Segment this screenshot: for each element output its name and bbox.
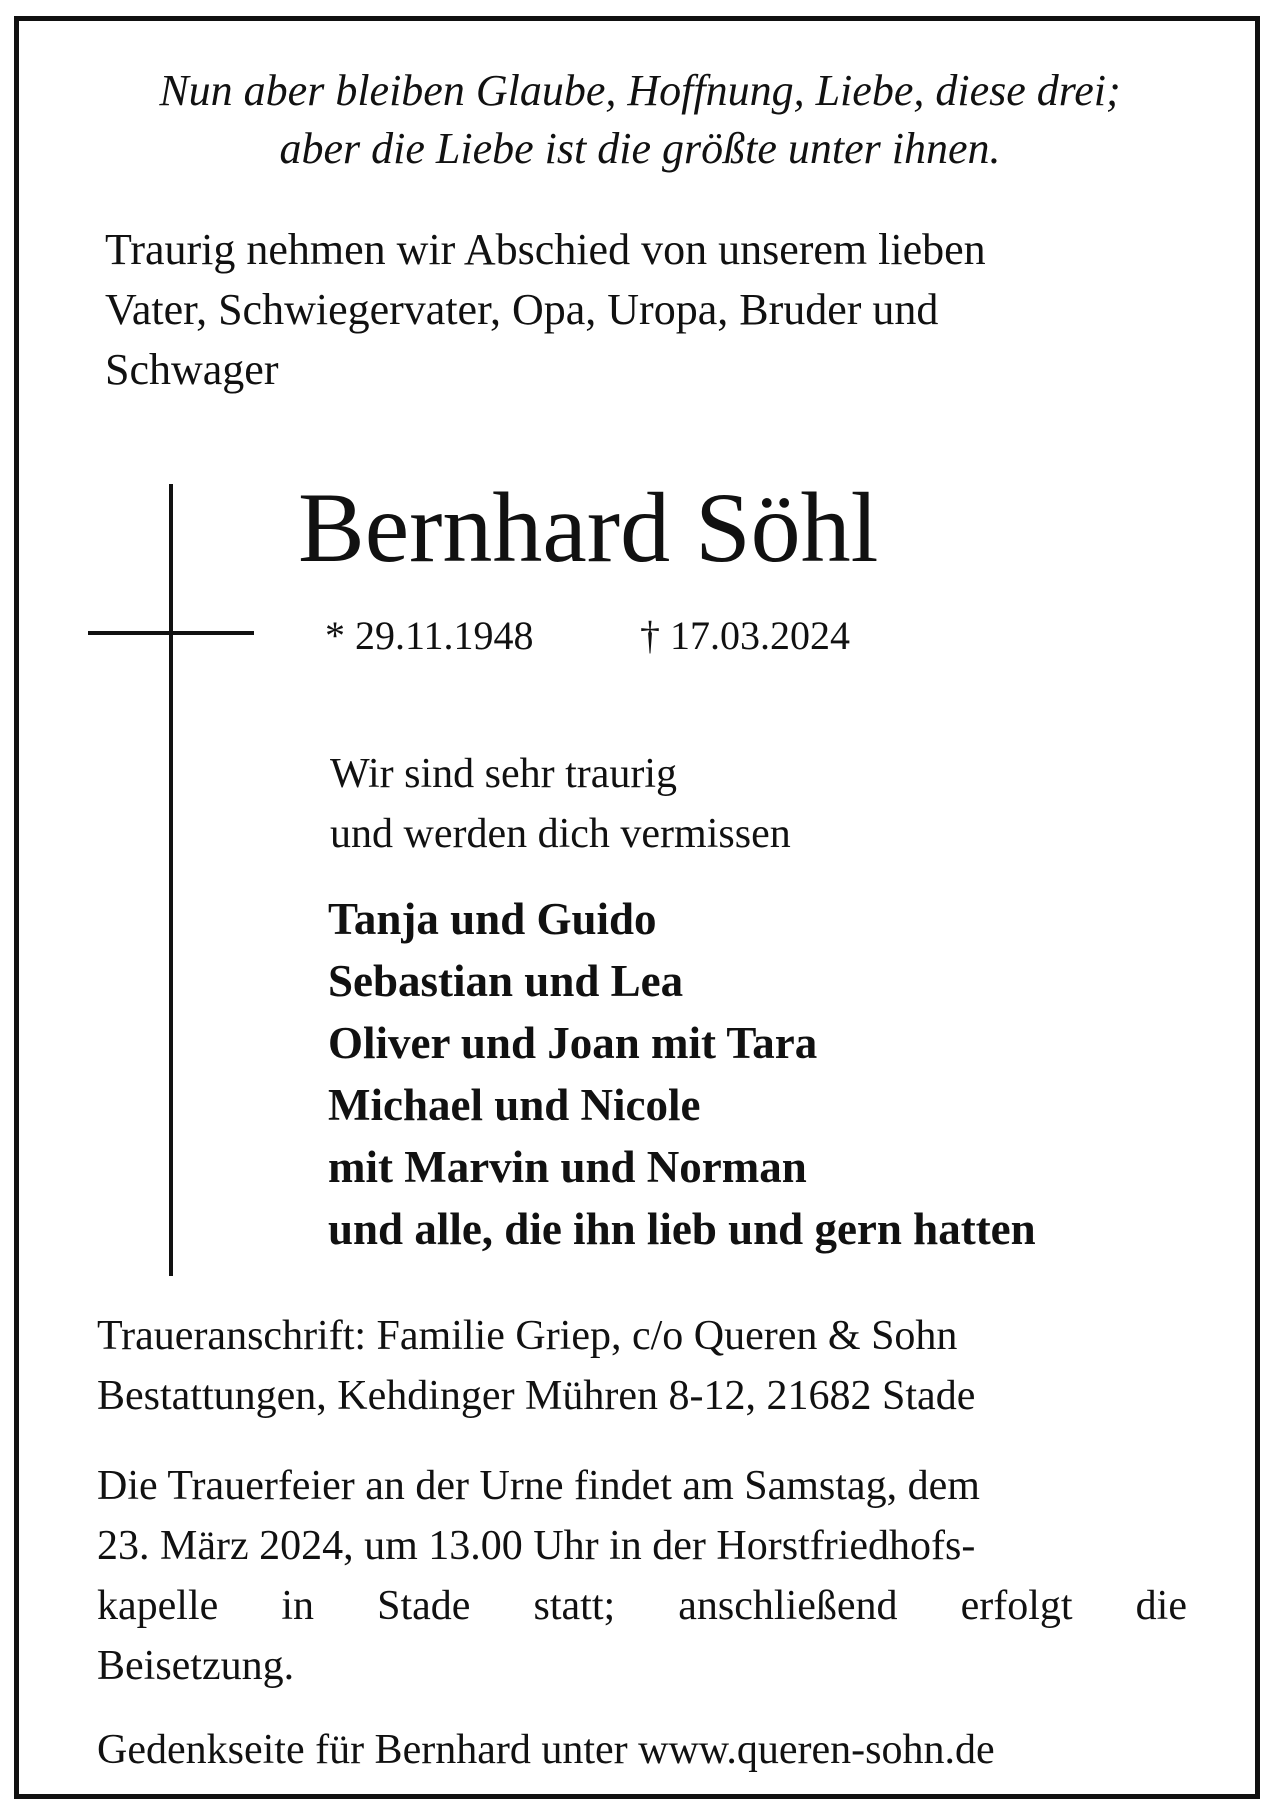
ceremony-line-3: kapelle in Stade statt; anschließend erfolgt die xyxy=(97,1583,1187,1629)
memorial-page-link[interactable]: Gedenkseite für Bernhard unter www.queren-sohn.de xyxy=(97,1727,995,1773)
intro-line-3: Schwager xyxy=(105,345,279,394)
grief-line-1: Wir sind sehr traurig xyxy=(330,751,678,797)
address-line-1: Traueranschrift: Familie Griep, c/o Queren & Sohn xyxy=(97,1313,958,1359)
family-line: Tanja und Guido xyxy=(328,894,657,944)
bible-quote-line-2: aber die Liebe ist die größte unter ihnen. xyxy=(279,124,1001,173)
cross-symbol-vertical xyxy=(169,484,173,1276)
intro-line-1: Traurig nehmen wir Abschied von unserem lieben xyxy=(105,225,986,274)
ceremony-line-1: Die Trauerfeier an der Urne findet am Samstag, dem xyxy=(97,1463,980,1509)
ceremony-line-4: Beisetzung. xyxy=(97,1643,295,1689)
family-line: Sebastian und Lea xyxy=(328,956,684,1006)
intro-line-2: Vater, Schwiegervater, Opa, Uropa, Bruder und xyxy=(105,285,939,334)
family-line: und alle, die ihn lieb und gern hatten xyxy=(328,1204,1036,1254)
address-line-2: Bestattungen, Kehdinger Mühren 8-12, 21682 Stade xyxy=(97,1373,976,1419)
death-date: † 17.03.2024 xyxy=(640,613,850,658)
family-line: Oliver und Joan mit Tara xyxy=(328,1018,818,1068)
birth-date: * 29.11.1948 xyxy=(325,613,534,658)
cross-symbol-horizontal xyxy=(88,631,254,635)
deceased-name: Bernhard Söhl xyxy=(298,472,879,583)
family-line: Michael und Nicole xyxy=(328,1080,701,1130)
grief-line-2: und werden dich vermissen xyxy=(330,811,791,857)
ceremony-line-2: 23. März 2024, um 13.00 Uhr in der Horstfriedhofs- xyxy=(97,1523,976,1569)
family-line: mit Marvin und Norman xyxy=(328,1142,807,1192)
bible-quote-line-1: Nun aber bleiben Glaube, Hoffnung, Liebe, diese drei; xyxy=(159,66,1121,115)
